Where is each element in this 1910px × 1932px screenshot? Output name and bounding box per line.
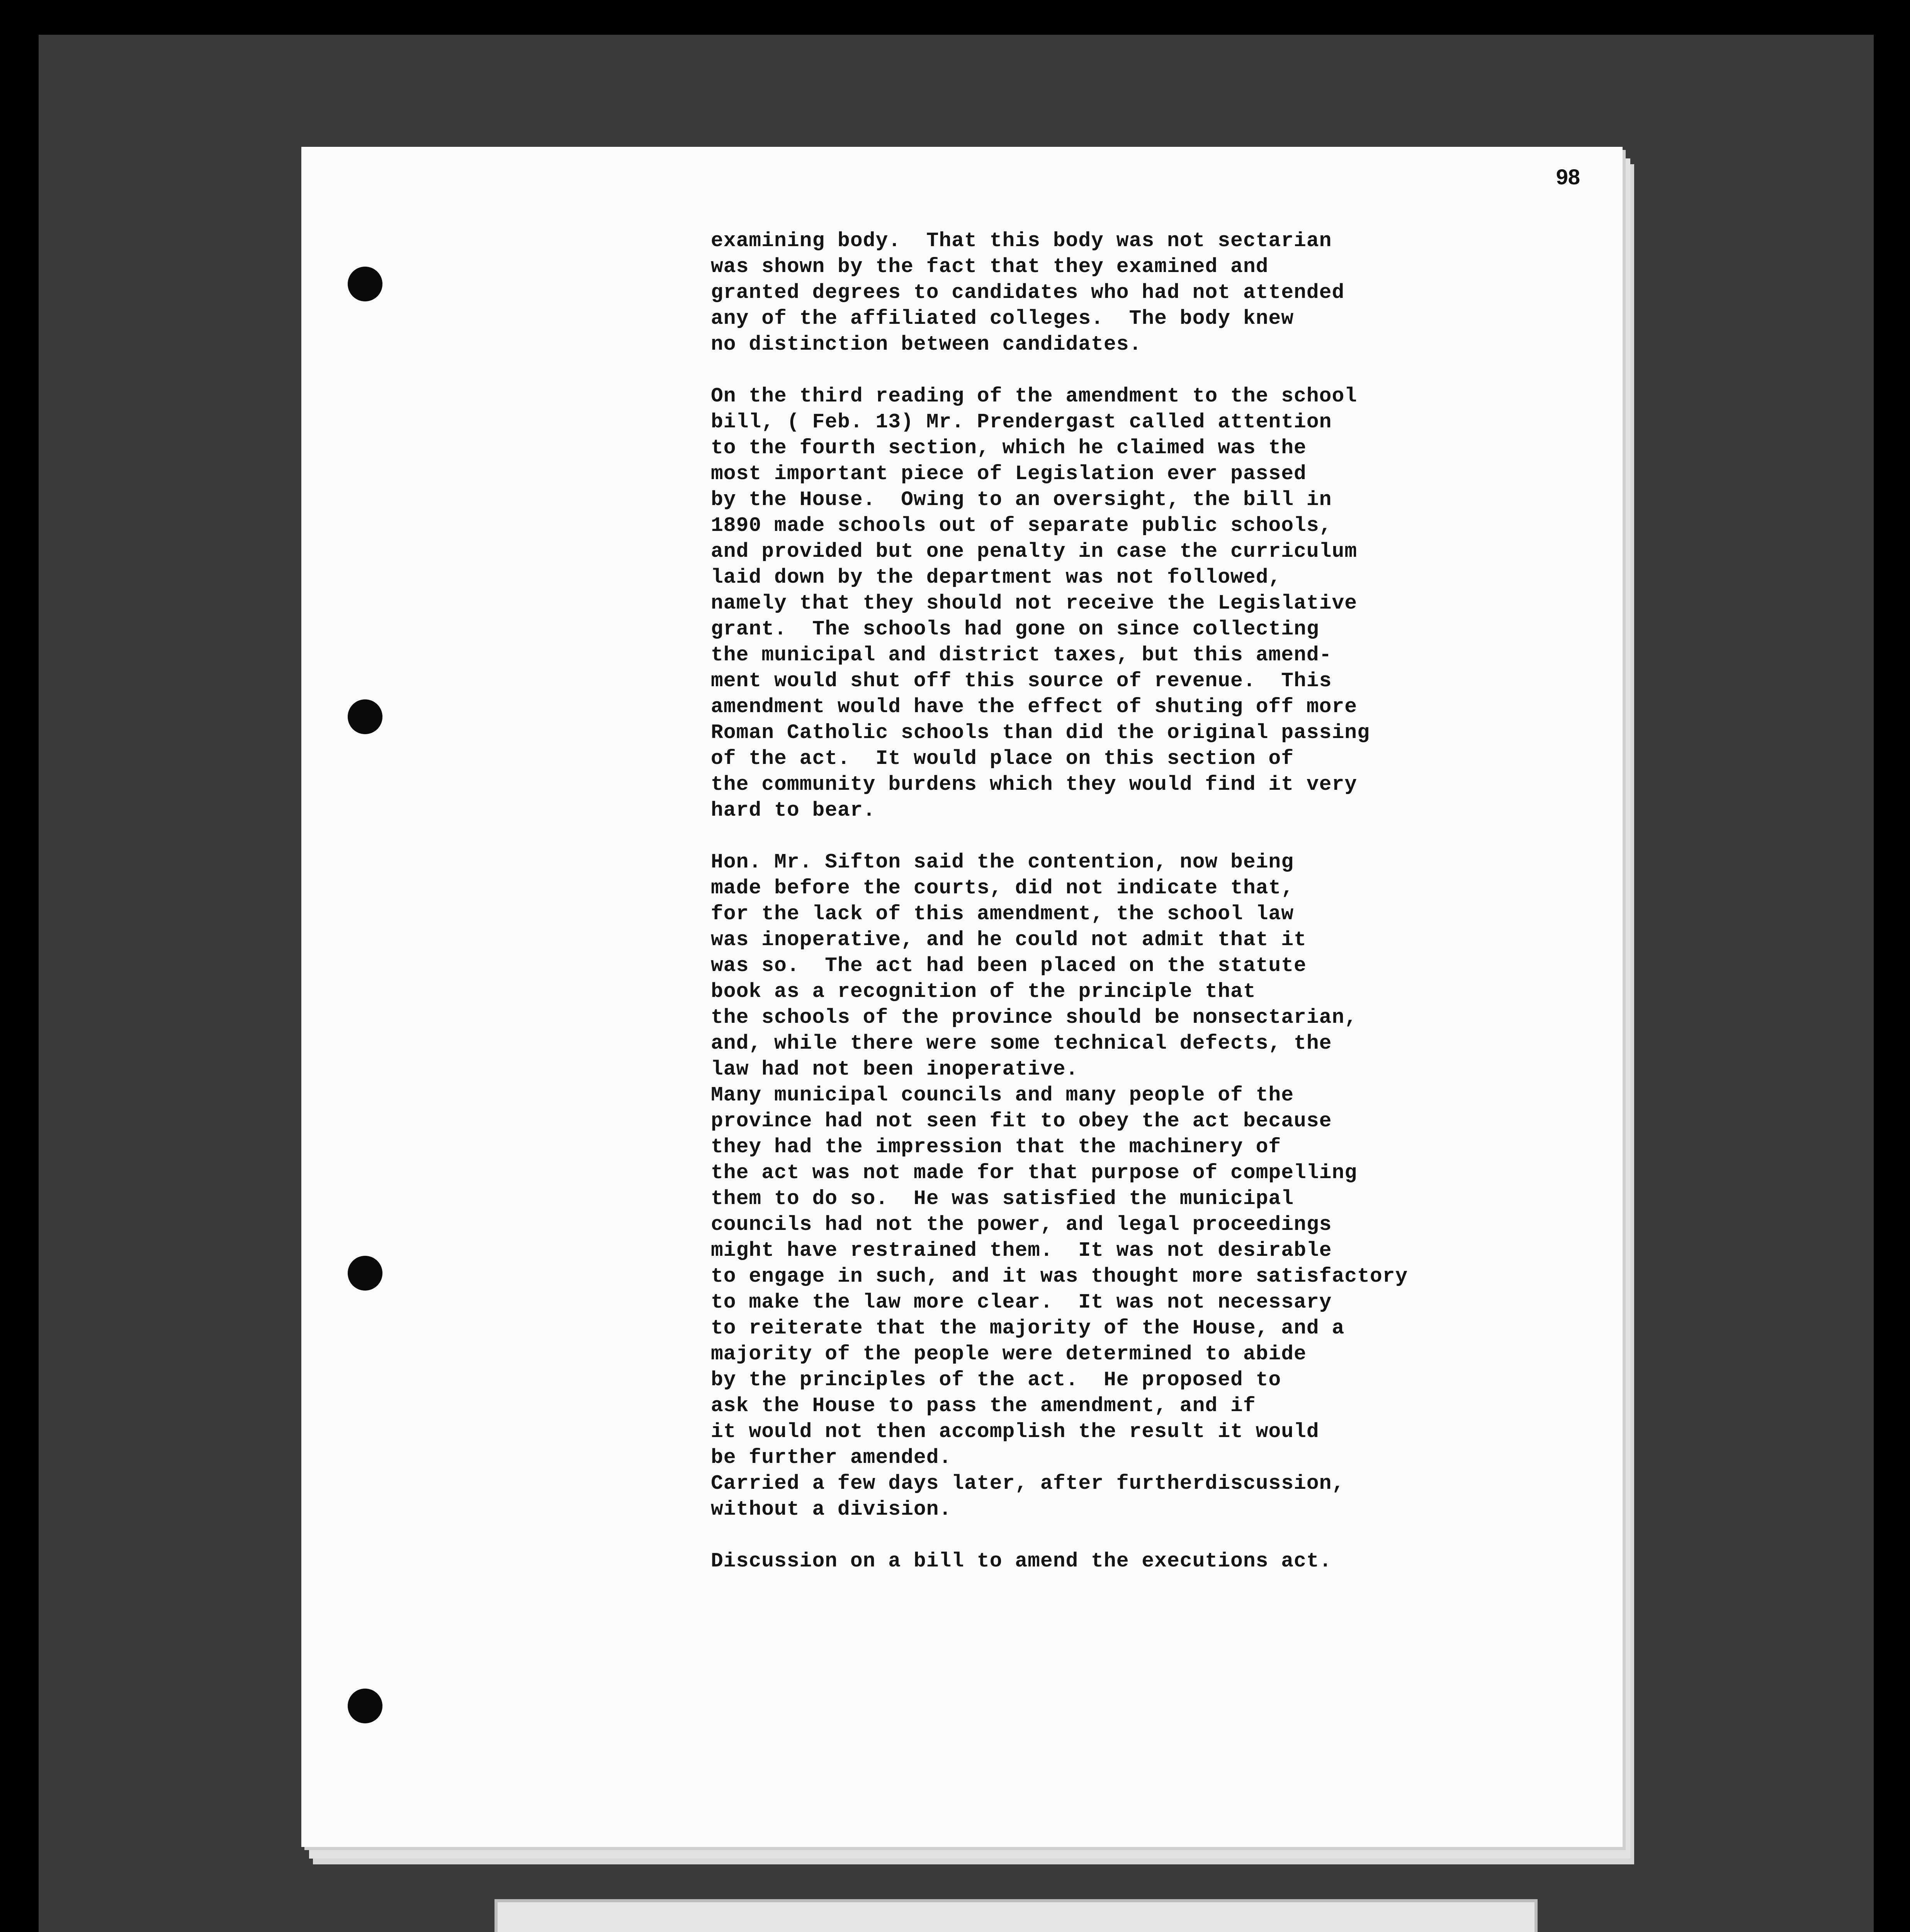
document-page [301,147,1623,1847]
page-number: 98 [1556,165,1580,189]
punch-hole [348,1689,382,1723]
microfilm-label [494,1899,1538,1932]
paragraph: Discussion on a bill to amend the executions act. [711,1549,1332,1573]
body-text [711,228,1607,1574]
punch-hole [348,1256,382,1291]
punch-hole [348,267,382,301]
punch-hole [348,699,382,734]
paragraph: examining body. That this body was not sectarian was shown by the fact that they examined and granted degrees to candidates who had not attended any of the affiliated colleges. The body knew no distinction between candidates. [711,229,1345,356]
paragraph: Hon. Mr. Sifton said the contention, now being made before the courts, did not indicate that, for the lack of this amendment, the school law was inoperative, and he could not admit that it was so. The act had been placed on the statute book as a recognition of the principle that the schools of the province should be nonsectarian, and, while there were some technical defects, the law had not been inoperative. Many municipal councils and many people of the province had not seen fit to obey the act because they had the impression that the machinery of the act was not made for that purpose of compelling them to do so. He was satisfied the municipal councils had not the power, and legal proceedings might have restrained them. It was not desirable to engage in such, and it was thought more satisfactory to make the law more clear. It was not necessary to reiterate that the majority of the House, and a majority of the people were determined to abide by the principles of the act. He proposed to ask the House to pass the amendment, and if it would not then accomplish the result it would be further amended. Carried a few days later, after furtherdiscussion, without a division. [711,850,1408,1521]
paragraph: On the third reading of the amendment to the school bill, ( Feb. 13) Mr. Prendergast called attention to the fourth section, which he claimed was the most important piece of Legislation ever passed by the House. Owing to an oversight, the bill in 1890 made schools out of separate public schools, and provided but one penalty in case the curriculum laid down by the department was not followed, namely that they should not receive the Legislative grant. The schools had gone on since collecting the municipal and district taxes, but this amend- ment would shut off this source of revenue. This amendment would have the effect of shuting off more Roman Catholic schools than did the original passing of the act. It would place on this section of the community burdens which they would find it very hard to bear. [711,384,1370,822]
